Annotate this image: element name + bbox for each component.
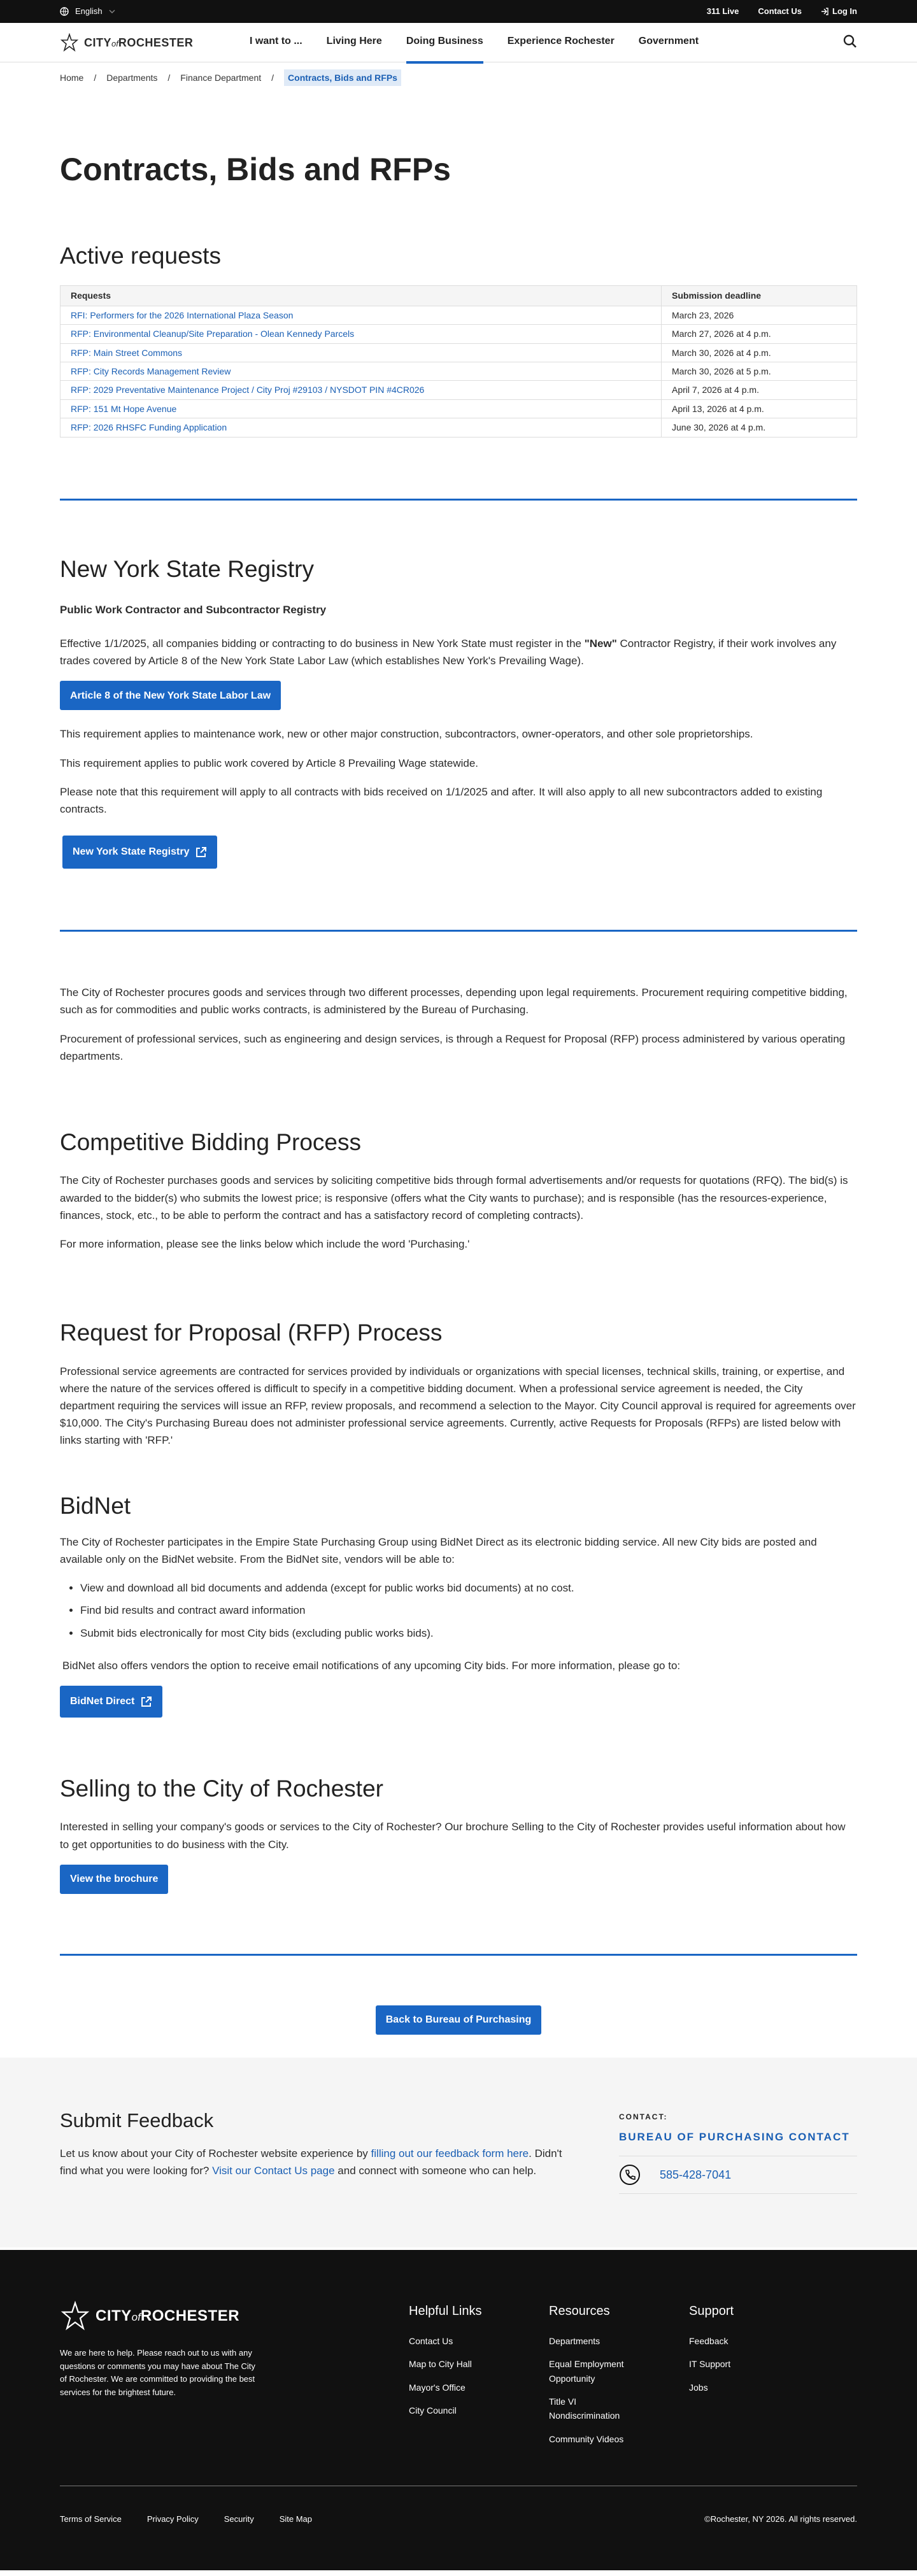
article-8-button[interactable]: Article 8 of the New York State Labor Law: [60, 681, 281, 710]
nav-item-living-here[interactable]: Living Here: [326, 36, 382, 47]
breadcrumb-current: Contracts, Bids and RFPs: [284, 69, 401, 86]
phone-row[interactable]: [619, 2156, 857, 2194]
footer-link-sitemap[interactable]: Site Map: [279, 2514, 313, 2524]
nav-item-doing-business[interactable]: Doing Business: [406, 22, 483, 64]
nys-registry-heading: New York State Registry: [60, 555, 314, 582]
feedback-text: Let us know about your City of Rochester website experience by filling out our feedback form here. Didn't find what you were looking for? Visit our Contact Us page and connect with someone who can help.: [60, 2147, 562, 2177]
utility-link-311[interactable]: 311 Live: [706, 6, 739, 16]
nav-item-experience-rochester[interactable]: Experience Rochester: [507, 36, 615, 47]
nav-item-i-want-to[interactable]: I want to ...: [250, 36, 302, 47]
competitive-bidding-heading: Competitive Bidding Process: [60, 1128, 361, 1155]
footer-link-privacy[interactable]: Privacy Policy: [146, 2514, 199, 2524]
table-row: [60, 343, 857, 362]
nys-paragraph: This requirement applies to maintenance work, new or other major construction, subcontractors, owner-operators, and other sole proprietorships.: [60, 728, 753, 741]
table-row: [60, 362, 857, 380]
active-requests-heading: Active requests: [60, 243, 221, 269]
table-row: [60, 325, 857, 343]
deadline-cell: March 27, 2026 at 4 p.m.: [662, 325, 857, 343]
breadcrumb-separator: /: [271, 72, 274, 83]
selling-section: [60, 1775, 857, 1894]
footer-col-title: Resources: [549, 2303, 610, 2318]
footer-link[interactable]: IT Support: [689, 2359, 731, 2370]
site-header: [0, 23, 917, 62]
logo-city: CITY: [84, 36, 112, 49]
page-title: Contracts, Bids and RFPs: [60, 152, 451, 187]
contact-label: CONTACT:: [619, 2112, 668, 2121]
deadline-cell: March 30, 2026 at 4 p.m.: [662, 343, 857, 362]
intro-paragraph: The City of Rochester procures goods and services through two different processes, depending upon legal requirements. Procurement requiring competitive bidding, such as for commodities and public works contracts, is administered by the Bureau of Purchasing.: [60, 986, 848, 1016]
deadline-cell: April 7, 2026 at 4 p.m.: [662, 381, 857, 399]
table-row: [60, 306, 857, 324]
footer-link-terms[interactable]: Terms of Service: [60, 2514, 122, 2524]
selling-heading: Selling to the City of Rochester: [60, 1775, 383, 1802]
login-icon: [821, 8, 828, 15]
request-link[interactable]: RFP: Main Street Commons: [71, 347, 183, 358]
footer-link[interactable]: Departments: [549, 2335, 601, 2346]
deadline-cell: June 30, 2026 at 4 p.m.: [662, 418, 857, 437]
deadline-cell: April 13, 2026 at 4 p.m.: [662, 399, 857, 418]
phone-icon: [619, 2164, 641, 2186]
logo-name: ROCHESTER: [140, 2307, 240, 2324]
request-link[interactable]: RFP: 2029 Preventative Maintenance Project / City Proj #29103 / NYSDOT PIN #4CR026: [71, 385, 425, 395]
footer-col-support: [689, 2301, 829, 2455]
utility-link-contact[interactable]: Contact Us: [758, 6, 802, 16]
nys-paragraph: This requirement applies to public work covered by Article 8 Prevailing Wage statewide.: [60, 757, 479, 769]
footer-col-helpful-links: [409, 2301, 549, 2455]
list-item: • Find bid results and contract award information: [80, 1602, 857, 1619]
nys-registry-button[interactable]: [62, 836, 217, 869]
nys-paragraph: Please note that this requirement will apply to all contracts with bids received on 1/1/2025 and after. It will also apply to all new subcontractors added to existing contracts.: [60, 785, 823, 816]
feedback-section: [0, 2058, 917, 2247]
list-item: • Submit bids electronically for most City bids (excluding public works bids).: [80, 1625, 857, 1642]
login-label: Log In: [832, 6, 857, 16]
deadline-cell: March 23, 2026: [662, 306, 857, 324]
feedback-heading: Submit Feedback: [60, 2109, 214, 2131]
contact-us-link[interactable]: Visit our Contact Us page: [212, 2165, 335, 2177]
selling-paragraph: Interested in selling your company's goods or services to the City of Rochester? Our brochure Selling to the City of Rochester provides useful information about how to get opportunities to do business with the City.: [60, 1821, 846, 1851]
view-brochure-button[interactable]: View the brochure: [60, 1865, 168, 1894]
active-requests-section: [60, 242, 857, 438]
footer-link-security[interactable]: Security: [224, 2514, 254, 2524]
breadcrumb: [60, 62, 857, 85]
logo-of: of: [111, 38, 118, 48]
column-header-deadline: Submission deadline: [662, 286, 857, 306]
feedback-form-link[interactable]: filling out our feedback form here: [371, 2147, 529, 2160]
search-icon: [843, 34, 857, 48]
logo-of: of: [131, 2310, 141, 2323]
request-link[interactable]: RFP: City Records Management Review: [71, 366, 231, 376]
bidnet-heading: BidNet: [60, 1493, 131, 1519]
logo-city: CITY: [96, 2307, 132, 2324]
breadcrumb-departments[interactable]: Departments: [106, 72, 158, 83]
footer-blurb: We are here to help. Please reach out to us with any questions or comments you may have about The City of Rochester. We are committed to providing the best services for the brightest future.: [60, 2347, 255, 2398]
language-label: English: [75, 6, 103, 16]
nys-subheading: Public Work Contractor and Subcontractor Registry: [60, 603, 327, 616]
search-button[interactable]: [843, 34, 857, 53]
column-header-requests: Requests: [60, 286, 662, 306]
request-link[interactable]: RFP: 2026 RHSFC Funding Application: [71, 422, 227, 433]
procurement-intro-section: [60, 984, 857, 1065]
main-nav: [250, 22, 699, 64]
breadcrumb-home[interactable]: Home: [60, 72, 84, 83]
utility-link-login[interactable]: [821, 5, 857, 18]
active-requests-table: [60, 285, 857, 437]
globe-icon: [60, 7, 69, 16]
language-selector[interactable]: [60, 5, 115, 18]
section-divider: [60, 499, 857, 501]
utility-bar: [0, 0, 917, 23]
list-item: • View and download all bid documents and addenda (except for public works bid documents) at no cost.: [80, 1579, 857, 1597]
chevron-down-icon: [109, 8, 115, 15]
footer-link[interactable]: Map to City Hall: [409, 2359, 472, 2370]
section-divider: [60, 930, 857, 932]
competitive-paragraph: For more information, please see the links below which include the word 'Purchasing.': [60, 1237, 470, 1250]
star-logo-icon: [60, 2301, 90, 2331]
footer-link[interactable]: City Council: [409, 2405, 457, 2416]
footer-link[interactable]: Community Videos: [549, 2433, 624, 2444]
section-divider: [60, 1954, 857, 1956]
back-button-wrap: [60, 2005, 857, 2035]
deadline-cell: March 30, 2026 at 5 p.m.: [662, 362, 857, 380]
back-to-purchasing-button[interactable]: Back to Bureau of Purchasing: [376, 2005, 542, 2035]
request-link[interactable]: RFP: 151 Mt Hope Avenue: [71, 403, 177, 414]
footer-link[interactable]: Mayor's Office: [409, 2382, 466, 2393]
bidnet-direct-button[interactable]: [60, 1686, 162, 1718]
rfp-process-section: [60, 1319, 857, 1449]
footer-col-title: Support: [689, 2303, 734, 2318]
footer-col-resources: [549, 2301, 689, 2455]
bidnet-paragraph: The City of Rochester participates in the Empire State Purchasing Group using BidNet Direct as its electronic bidding service. All new City bids are posted and available only on the BidNet website. From the BidNet site, vendors will be able to:: [60, 1535, 817, 1566]
intro-paragraph: Procurement of professional services, such as engineering and design services, is through a Request for Proposal (RFP) process administered by various operating departments.: [60, 1032, 846, 1062]
external-link-icon: [141, 1696, 152, 1707]
bidnet-paragraph: BidNet also offers vendors the option to receive email notifications of any upcoming City bids. For more information, please go to:: [62, 1659, 681, 1672]
competitive-paragraph: The City of Rochester purchases goods and services by soliciting competitive bids through formal advertisements and/or requests for quotations (RFQ). The bid(s) is awarded to the bidder(s) who submits the lowest price; is responsive (offers what the City wants to purchase); and is responsible (has the resources-experience, finances, stock, etc., to be able to perform the contract and has a satisfactory record of completing contracts).: [60, 1174, 848, 1221]
footer-logo[interactable]: [60, 2301, 250, 2331]
bidnet-section: [60, 1492, 857, 1718]
site-logo[interactable]: [60, 33, 250, 52]
request-link[interactable]: RFP: Environmental Cleanup/Site Preparation - Olean Kennedy Parcels: [71, 329, 355, 339]
contact-title[interactable]: BUREAU OF PURCHASING CONTACT: [619, 2130, 850, 2143]
nys-paragraph: Effective 1/1/2025, all companies bidding or contracting to do business in New York State must register in the "New" Contractor Registry, if their work involves any trades covered by Article 8 of the New York State Labor Law (which establishes New York's Prevailing Wage).: [60, 637, 837, 667]
footer-link[interactable]: Contact Us: [409, 2335, 453, 2346]
breadcrumb-separator: /: [167, 72, 171, 83]
footer-bottom: [60, 2486, 857, 2526]
breadcrumb-separator: /: [94, 72, 97, 83]
reach-out-link[interactable]: reach out to us: [164, 2347, 220, 2358]
bidnet-feature-list: [80, 1579, 857, 1642]
footer-link[interactable]: Feedback: [689, 2335, 729, 2346]
request-link[interactable]: RFI: Performers for the 2026 International Plaza Season: [71, 310, 294, 320]
table-row: [60, 399, 857, 418]
footer-link[interactable]: Title VI Nondiscrimination: [549, 2396, 620, 2421]
rfp-process-heading: Request for Proposal (RFP) Process: [60, 1320, 443, 1346]
nys-registry-section: [60, 555, 857, 869]
logo-name: ROCHESTER: [118, 36, 194, 49]
rfp-paragraph: Professional service agreements are contracted for services provided by individuals or organizations with special licenses, technical skills, training, or expertise, and where the nature of the services offered is difficult to specify in a competitive bidding document. When a professional service agreement is needed, the City department requiring the services will issue an RFP, review proposals, and recommend a selection to the Mayor. City Council approval is required for agreements over $10,000. The City's Purchasing Bureau does not administer professional service agreements. Currently, active Requests for Proposals (RFPs) are listed below with links starting with 'RFP.': [60, 1365, 856, 1447]
star-logo-icon: [60, 33, 79, 52]
phone-number: 585-428-7041: [660, 2168, 732, 2181]
bidnet-direct-button-label: BidNet Direct: [70, 1696, 135, 1707]
table-row: [60, 381, 857, 399]
competitive-bidding-section: [60, 1128, 857, 1253]
footer-col-title: Helpful Links: [409, 2303, 482, 2318]
nav-item-government[interactable]: Government: [638, 36, 699, 47]
table-row: [60, 418, 857, 437]
external-link-icon: [195, 846, 207, 858]
copyright: ©Rochester, NY 2026. All rights reserved.: [704, 2514, 857, 2524]
nys-registry-button-label: New York State Registry: [73, 846, 190, 858]
breadcrumb-finance[interactable]: Finance Department: [180, 72, 262, 83]
footer-link[interactable]: Equal Employment Opportunity: [549, 2359, 624, 2384]
footer-link[interactable]: Jobs: [689, 2382, 708, 2393]
site-footer: [0, 2250, 917, 2570]
